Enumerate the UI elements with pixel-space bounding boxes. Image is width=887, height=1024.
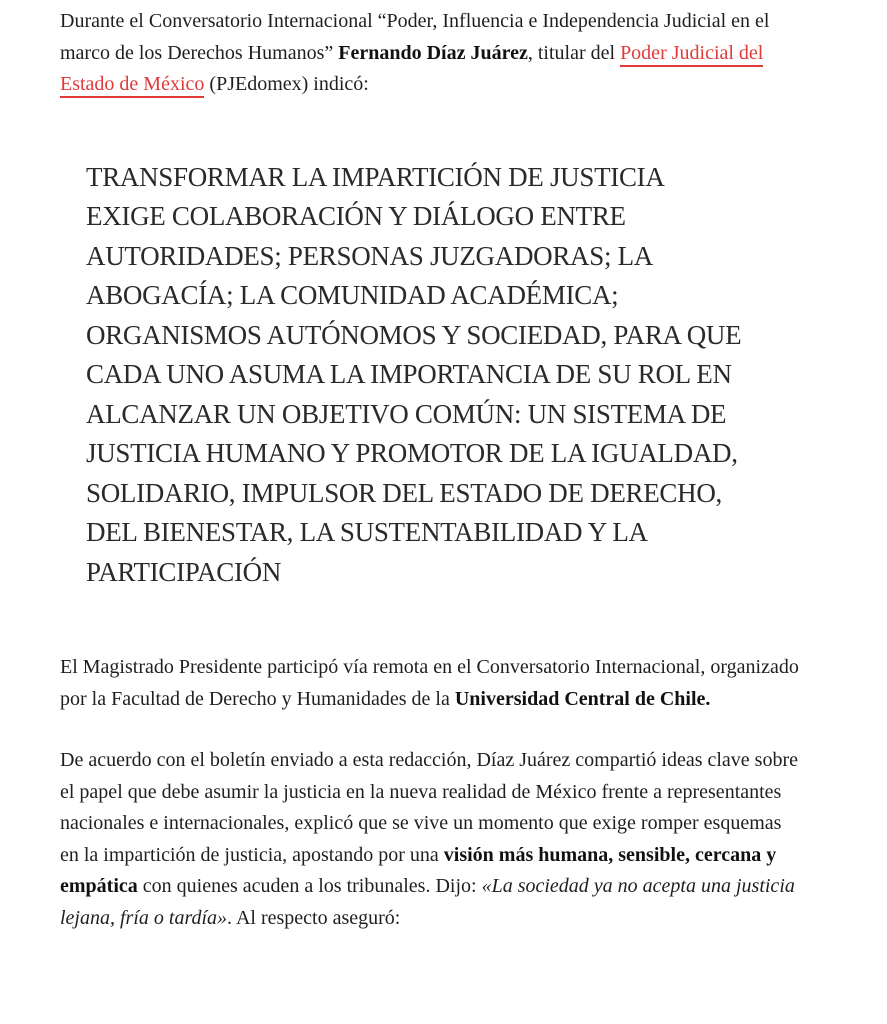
- intro-paragraph: [60, 6, 800, 101]
- speaker-name: Fernando Díaz Juárez: [338, 41, 528, 64]
- intro-text-1: Durante el Conversatorio Internacional “Poder, Influencia e Independencia Judicial en el marco de los Derechos Humanos”: [60, 10, 770, 64]
- article-body: [60, 6, 800, 934]
- pull-quote: TRANSFORMAR LA IMPARTICIÓN DE JUSTICIA EXIGE COLABORACIÓN Y DIÁLOGO ENTRE AUTORIDADES; PERSONAS JUZGADORAS; LA ABOGACÍA; LA COMUNIDAD ACADÉMICA; ORGANISMOS AUTÓNOMOS Y SOCIEDAD, PARA QUE CADA UNO ASUMA LA IMPORTANCIA DE SU ROL EN ALCANZAR UN OBJETIVO COMÚN: UN SISTEMA DE JUSTICIA HUMANO Y PROMOTOR DE LA IGUALDAD, SOLIDARIO, IMPULSOR DEL ESTADO DE DERECHO, DEL BIENESTAR, LA SUSTENTABILIDAD Y LA PARTICIPACIÓN: [86, 161, 742, 587]
- intro-text-3: (PJEdomex) indicó:: [204, 73, 369, 95]
- paragraph-2-text: El Magistrado Presidente participó vía remota en el Conversatorio Internacional, organizado por la Facultad de Derecho y Humanidades de la: [60, 656, 799, 710]
- paragraph-3-text-1: De acuerdo con el boletín enviado a esta redacción, Díaz Juárez compartió ideas clave sobre el papel que debe asumir la justicia en la nueva realidad de México frente a representantes nacionales e internacionales, explicó que se vive un momento que exige romper esquemas en la impartición de justicia, apostando por una: [60, 749, 798, 866]
- paragraph-3-quote: «La sociedad ya no acepta una justicia lejana, fría o tardía»: [60, 875, 795, 929]
- university-name: Universidad Central de Chile.: [454, 687, 711, 710]
- paragraph-bulletin: [60, 745, 800, 934]
- pjedomex-link[interactable]: Poder Judicial del Estado de México: [60, 42, 763, 99]
- paragraph-participation: [60, 652, 800, 715]
- intro-text-2: , titular del: [527, 41, 621, 64]
- paragraph-3-text-2: con quienes acuden a los tribunales. Dijo:: [137, 875, 482, 897]
- paragraph-3-text-3: . Al respecto aseguró:: [227, 906, 401, 929]
- paragraph-3-emphasis: visión más humana, sensible, cercana y empática: [60, 843, 777, 897]
